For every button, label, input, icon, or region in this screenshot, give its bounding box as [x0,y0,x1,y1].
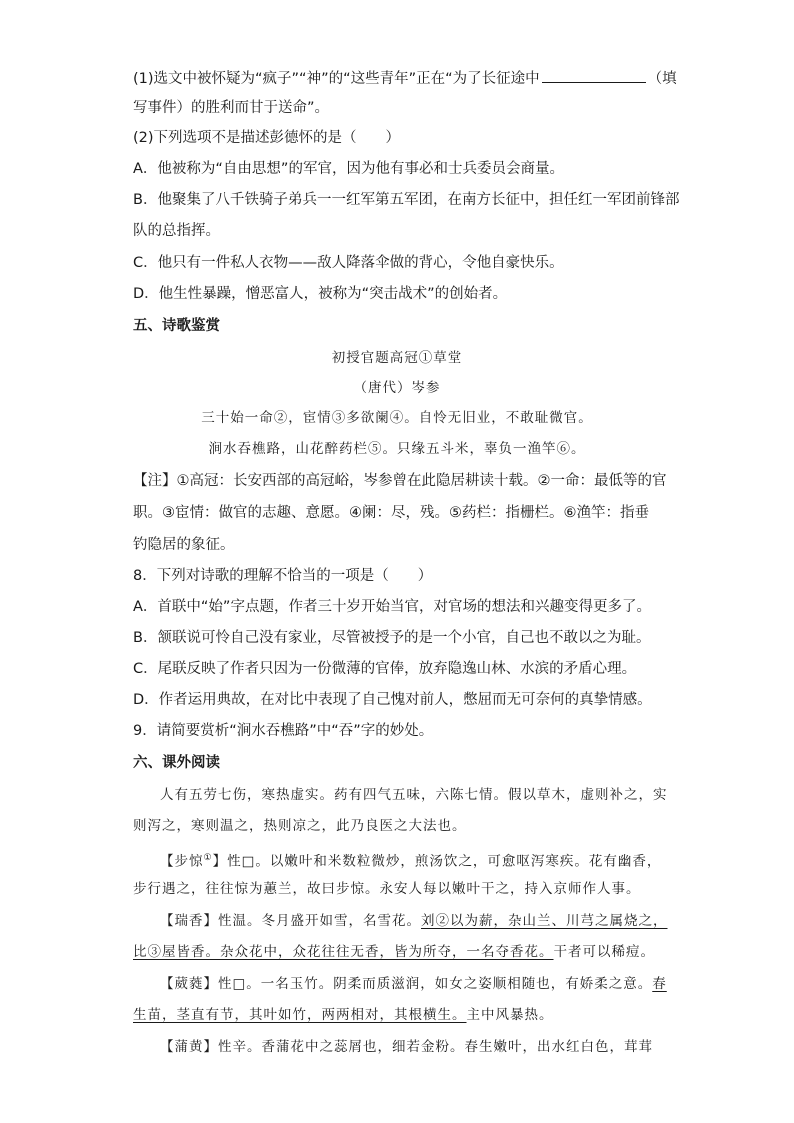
reading-p1-line-2: 则泻之，寒则温之，热则凉之，此乃良医之大法也。 [133,818,467,834]
underlined-sentence: 春 [652,976,667,992]
underlined-sentence: 生苗，茎直有节，其叶如竹，两两相对，其根横生。 [133,1007,467,1023]
reading-p4-line-2 [133,1005,554,1025]
question-8-option-c: C．尾联反映了作者只因为一份微薄的官俸，放弃隐逸山林、水滨的矛盾心理。 [133,661,637,677]
reading-p3-line-1 [160,911,668,931]
poem-note-line-3: 钓隐居的象征。 [133,537,235,553]
question-2-option-d: D．他生性暴躁，憎恶富人，被称为“突击战术”的创始者。 [133,286,508,302]
entry-text: 【葳蕤】性□。一名玉竹。阴柔而质滋润，如女之姿顺相随也，有娇柔之意。 [160,976,653,992]
question-2-stem: (2)下列选项不是描述彭德怀的是（ ） [133,130,401,146]
reading-p2-line-2: 步行遇之，往往惊为蕙兰，故曰步惊。永安人每以嫩叶干之，持入京师作人事。 [133,881,641,897]
question-8-stem: 8．下列对诗歌的理解不恰当的一项是（ ） [133,568,433,584]
reading-p1-line-1: 人有五劳七伤，寒热虚实。药有四气五味，六陈七情。假以草木，虚则补之，实 [160,787,668,803]
question-2-option-c: C．他只有一件私人衣物——敌人降落伞做的背心，令他自豪快乐。 [133,255,564,271]
reading-p3-line-2 [133,942,655,962]
entry-text: 】性□。以嫩叶和米数粒微炒，煎汤饮之，可愈呕泻寒疾。花有幽香， [212,853,662,870]
entry-text: 【瑞香】性温。冬月盛开如雪，名雪花。 [160,913,421,929]
poem-note-line-1: 【注】①高冠：长安西部的高冠峪，岑参曾在此隐居耕读十载。②一命：最低等的官 [133,473,667,489]
reading-p2-line-1 [160,848,661,872]
underlined-sentence: 刘②以为薪，杂山兰、川芎之属烧之， [421,913,668,929]
question-1-line-1 [133,68,677,89]
entry-text: 干者可以稀痘。 [553,944,655,960]
question-2-option-a: A．他被称为“自由思想”的军官，因为他有事必和士兵委员会商量。 [133,161,564,177]
question-8-option-a: A．首联中“始”字点题，作者三十岁开始当官，对官场的想法和兴趣变得更多了。 [133,599,651,615]
footnote-marker: ① [203,853,213,863]
poem-title: 初授官题高冠①草堂 [331,350,463,366]
poem-line-2: 涧水吞樵路，山花醉药栏⑤。只缘五斗米，辜负一渔竿⑥。 [208,441,586,457]
question-8-option-b: B．颔联说可怜自己没有家业，尽管被授予的是一个小官，自己也不敢以之为耻。 [133,630,651,646]
question-1-line-2: 写事件）的胜利而甘于送命”。 [133,100,330,116]
question-9-stem: 9．请简要赏析“涧水吞樵路”中“吞”字的妙处。 [133,723,434,739]
poem-note-line-2: 职。③宦情：做官的志趣、意愿。④阑：尽，残。⑤药栏：指栅栏。⑥渔竿：指垂 [133,505,649,521]
entry-title: 【步惊 [160,853,204,870]
question-1-text: (1)选文中被怀疑为“疯子”“神”的“这些青年”正在“为了长征途中 [133,71,540,87]
answer-blank[interactable] [542,68,646,83]
reading-p5-line-1: 【蒲黄】性辛。香蒲花中之蕊屑也，细若金粉。春生嫩叶，出水红白色，茸茸 [160,1039,653,1055]
underlined-sentence: 比③屋皆香。杂众花中，众花往往无香，皆为所夺，一名夺香花。 [133,944,554,960]
reading-p4-line-1 [160,974,667,994]
question-2-option-b-line-1: B．他聚集了八千铁骑子弟兵一一红军第五军团，在南方长征中，担任红一军团前锋部 [133,192,680,208]
question-2-option-b-line-2: 队的总指挥。 [133,223,220,239]
entry-text: 主中风暴热。 [466,1007,554,1023]
section-6-heading: 六、课外阅读 [133,755,220,771]
question-8-option-d: D．作者运用典故，在对比中表现了自己愧对前人，憋屈而无可奈何的真挚情感。 [133,692,652,708]
poem-line-1: 三十始一命②，宦情③多欲阑④。自怜无旧业，不敢耻微官。 [201,410,593,426]
question-1-text-end: （填 [647,71,677,87]
section-5-heading: 五、诗歌鉴赏 [133,318,220,334]
poem-author: （唐代）岑参 [353,380,441,396]
